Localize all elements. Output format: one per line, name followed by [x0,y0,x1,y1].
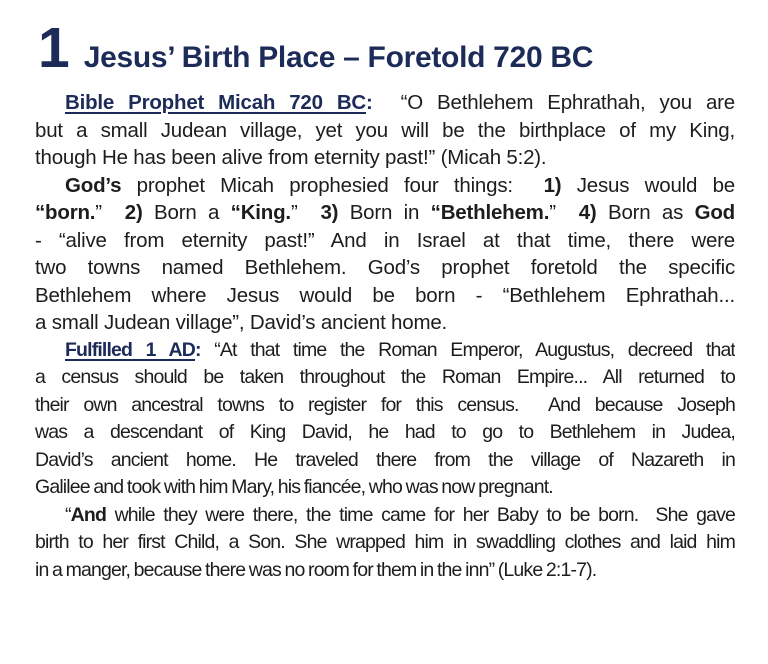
text-run: David’s ancient home. He traveled there from the village of Nazareth in [35,448,735,471]
text-line [35,227,735,255]
text-run: “O Bethlehem Ephrathah, you are [372,91,735,114]
text-run: Born as [596,201,695,224]
text-run: “Bethlehem. [430,201,550,224]
text-run: ” [95,201,125,224]
text-run: 1) [543,173,562,197]
page-title [38,16,768,80]
text-run: two towns named Bethlehem. God’s prophet foretold the specific [35,256,735,279]
text-line [35,557,735,585]
text-line [35,199,735,227]
text-line [35,89,735,117]
text-line [35,309,735,337]
text-run: while they were there, the time came for her Baby to be born. She gave [106,503,735,526]
text-run: ” [549,201,579,224]
text-run: Jesus would be [561,173,735,197]
text-line [35,502,735,530]
text-run: a small Judean village”, David’s ancient home. [35,311,448,334]
text-line [35,529,735,557]
text-run: 3) [320,201,339,224]
emphasis-run: : [366,91,373,114]
text-line [35,474,735,502]
text-line [35,447,735,475]
text-run: “ [65,503,71,526]
emphasis-run: Fulfilled 1 AD [65,338,196,361]
paragraph [35,337,735,502]
text-run: And [70,503,107,526]
text-run: was a descendant of King David, he had to go to Bethlehem in Judea, [35,421,735,443]
text-line [35,144,735,172]
text-run: Galilee and took with him Mary, his fiancée, who was now pregnant. [35,476,553,498]
text-line [35,282,735,310]
text-run: Born in [338,201,431,224]
text-line [35,172,735,200]
text-run: a census should be taken throughout the Roman Empire... All returned to [35,366,735,388]
emphasis-run: Bible Prophet Micah 720 BC [65,91,367,114]
text-line [35,254,735,282]
text-run: Born a [142,201,231,224]
text-line [35,392,735,420]
text-run: 2) [124,201,143,224]
text-run: God [694,201,735,224]
text-run: 4) [578,201,597,224]
text-run: Bethlehem where Jesus would be born - “Bethlehem Ephrathah... [35,283,735,307]
text-line [35,419,735,447]
text-line [35,364,735,392]
text-run: ” [290,201,321,224]
text-line [35,337,735,365]
text-line [35,117,735,145]
paragraph [35,89,735,172]
text-run: “King. [230,201,291,224]
section-number: 1 [38,16,69,80]
text-run: “born. [35,201,96,224]
text-run: but a small Judean village, yet you will be the birthplace of my King, [35,118,735,142]
text-run: in a manger, because there was no room for them in the inn” (Luke 2:1-7). [35,558,597,581]
text-run: “At that time the Roman Emperor, Augustus, decreed that [200,338,735,361]
text-run: birth to her first Child, a Son. She wrapped him in swaddling clothes and laid him [35,531,735,553]
text-run: God’s [65,173,122,197]
emphasis-run: : [195,338,201,361]
text-run: prophet Micah prophesied four things: [121,173,544,197]
text-run: their own ancestral towns to register for this census. And because Joseph [35,393,735,416]
text-run: - “alive from eternity past!” And in Israel at that time, there were [35,228,735,252]
document-body [35,89,735,584]
page-title-text: Jesus’ Birth Place – Foretold 720 BC [83,41,594,74]
paragraph [35,172,735,337]
text-run: though He has been alive from eternity past!” (Micah 5:2). [35,146,547,169]
paragraph [35,502,735,585]
